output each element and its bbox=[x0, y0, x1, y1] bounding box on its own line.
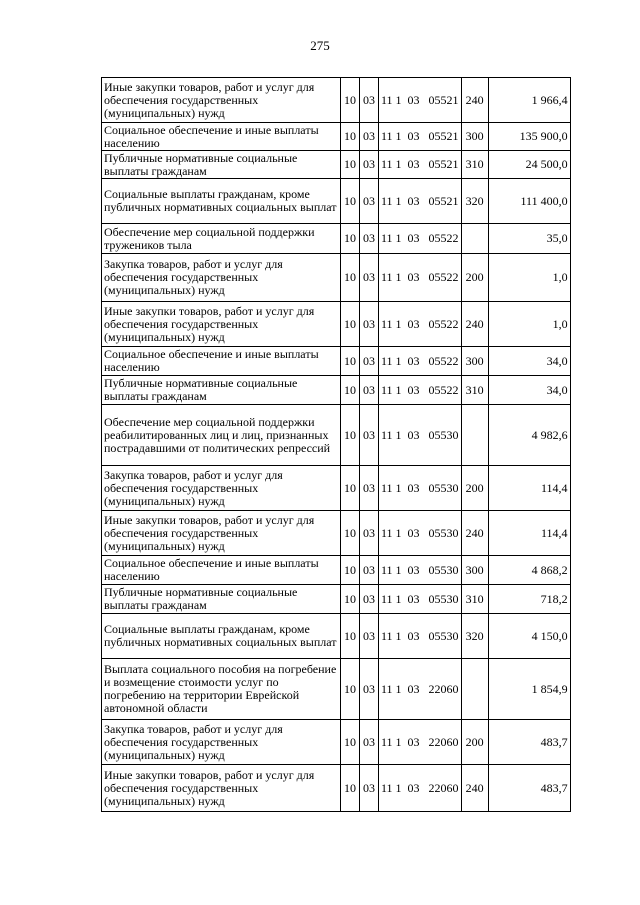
amount: 35,0 bbox=[488, 224, 570, 254]
amount: 114,4 bbox=[488, 511, 570, 556]
target-article-code: 11 1 03 05530 bbox=[379, 556, 462, 585]
table-row bbox=[102, 511, 571, 556]
table-row bbox=[102, 405, 571, 466]
amount: 1 966,4 bbox=[488, 78, 570, 123]
amount: 1 854,9 bbox=[488, 659, 570, 720]
section-code: 10 bbox=[341, 376, 360, 405]
item-name: Иные закупки товаров, работ и услуг для обеспечения государственных (муниципальных) нужд bbox=[102, 302, 341, 347]
subsection-code: 03 bbox=[360, 466, 379, 511]
section-code: 10 bbox=[341, 302, 360, 347]
target-article-code: 11 1 03 05530 bbox=[379, 511, 462, 556]
table-row bbox=[102, 466, 571, 511]
subsection-code: 03 bbox=[360, 123, 379, 151]
section-code: 10 bbox=[341, 556, 360, 585]
item-name: Публичные нормативные социальные выплаты гражданам bbox=[102, 151, 341, 179]
table-row bbox=[102, 179, 571, 224]
amount: 24 500,0 bbox=[488, 151, 570, 179]
expense-type-code: 240 bbox=[461, 765, 488, 812]
item-name: Иные закупки товаров, работ и услуг для обеспечения государственных (муниципальных) нужд bbox=[102, 78, 341, 123]
amount: 135 900,0 bbox=[488, 123, 570, 151]
expense-type-code: 310 bbox=[461, 585, 488, 614]
target-article-code: 11 1 03 05530 bbox=[379, 614, 462, 659]
target-article-code: 11 1 03 22060 bbox=[379, 720, 462, 765]
target-article-code: 11 1 03 22060 bbox=[379, 765, 462, 812]
amount: 483,7 bbox=[488, 765, 570, 812]
item-name: Социальные выплаты гражданам, кроме публичных нормативных социальных выплат bbox=[102, 179, 341, 224]
subsection-code: 03 bbox=[360, 179, 379, 224]
subsection-code: 03 bbox=[360, 556, 379, 585]
expense-type-code bbox=[461, 405, 488, 466]
target-article-code: 11 1 03 05530 bbox=[379, 405, 462, 466]
section-code: 10 bbox=[341, 179, 360, 224]
target-article-code: 11 1 03 05522 bbox=[379, 224, 462, 254]
subsection-code: 03 bbox=[360, 614, 379, 659]
expense-type-code: 240 bbox=[461, 78, 488, 123]
amount: 4 150,0 bbox=[488, 614, 570, 659]
expense-type-code: 310 bbox=[461, 376, 488, 405]
target-article-code: 11 1 03 22060 bbox=[379, 659, 462, 720]
subsection-code: 03 bbox=[360, 511, 379, 556]
item-name: Социальное обеспечение и иные выплаты населению bbox=[102, 123, 341, 151]
budget-table bbox=[101, 77, 571, 812]
page-number: 275 bbox=[310, 38, 330, 53]
table-row bbox=[102, 720, 571, 765]
section-code: 10 bbox=[341, 614, 360, 659]
table-row bbox=[102, 585, 571, 614]
subsection-code: 03 bbox=[360, 376, 379, 405]
target-article-code: 11 1 03 05530 bbox=[379, 585, 462, 614]
item-name: Обеспечение мер социальной поддержки тружеников тыла bbox=[102, 224, 341, 254]
table-row bbox=[102, 302, 571, 347]
expense-type-code: 310 bbox=[461, 151, 488, 179]
amount: 4 868,2 bbox=[488, 556, 570, 585]
target-article-code: 11 1 03 05521 bbox=[379, 78, 462, 123]
expense-type-code: 200 bbox=[461, 254, 488, 302]
subsection-code: 03 bbox=[360, 254, 379, 302]
target-article-code: 11 1 03 05522 bbox=[379, 254, 462, 302]
amount: 1,0 bbox=[488, 302, 570, 347]
amount: 34,0 bbox=[488, 376, 570, 405]
amount: 1,0 bbox=[488, 254, 570, 302]
expense-type-code: 300 bbox=[461, 556, 488, 585]
amount: 718,2 bbox=[488, 585, 570, 614]
subsection-code: 03 bbox=[360, 765, 379, 812]
table-row bbox=[102, 254, 571, 302]
expense-type-code: 300 bbox=[461, 123, 488, 151]
amount: 114,4 bbox=[488, 466, 570, 511]
expense-type-code: 200 bbox=[461, 466, 488, 511]
expense-type-code bbox=[461, 659, 488, 720]
item-name: Иные закупки товаров, работ и услуг для обеспечения государственных (муниципальных) нужд bbox=[102, 765, 341, 812]
budget-table-body bbox=[102, 78, 571, 812]
subsection-code: 03 bbox=[360, 151, 379, 179]
subsection-code: 03 bbox=[360, 347, 379, 376]
item-name: Социальные выплаты гражданам, кроме публичных нормативных социальных выплат bbox=[102, 614, 341, 659]
amount: 483,7 bbox=[488, 720, 570, 765]
table-row bbox=[102, 765, 571, 812]
table-row bbox=[102, 78, 571, 123]
table-row bbox=[102, 659, 571, 720]
amount: 4 982,6 bbox=[488, 405, 570, 466]
item-name: Социальное обеспечение и иные выплаты населению bbox=[102, 347, 341, 376]
amount: 34,0 bbox=[488, 347, 570, 376]
table-row bbox=[102, 151, 571, 179]
expense-type-code: 320 bbox=[461, 614, 488, 659]
section-code: 10 bbox=[341, 224, 360, 254]
item-name: Иные закупки товаров, работ и услуг для обеспечения государственных (муниципальных) нужд bbox=[102, 511, 341, 556]
table-row bbox=[102, 123, 571, 151]
amount: 111 400,0 bbox=[488, 179, 570, 224]
target-article-code: 11 1 03 05522 bbox=[379, 347, 462, 376]
table-row bbox=[102, 376, 571, 405]
section-code: 10 bbox=[341, 347, 360, 376]
expense-type-code: 240 bbox=[461, 511, 488, 556]
section-code: 10 bbox=[341, 123, 360, 151]
table-row bbox=[102, 614, 571, 659]
expense-type-code: 320 bbox=[461, 179, 488, 224]
subsection-code: 03 bbox=[360, 659, 379, 720]
subsection-code: 03 bbox=[360, 78, 379, 123]
item-name: Обеспечение мер социальной поддержки реабилитированных лиц и лиц, признанных пострадавшими от политических репрессий bbox=[102, 405, 341, 466]
target-article-code: 11 1 03 05522 bbox=[379, 376, 462, 405]
table-row bbox=[102, 347, 571, 376]
item-name: Закупка товаров, работ и услуг для обеспечения государственных (муниципальных) нужд bbox=[102, 720, 341, 765]
item-name: Закупка товаров, работ и услуг для обеспечения государственных (муниципальных) нужд bbox=[102, 466, 341, 511]
table-row bbox=[102, 556, 571, 585]
subsection-code: 03 bbox=[360, 585, 379, 614]
section-code: 10 bbox=[341, 78, 360, 123]
expense-type-code: 200 bbox=[461, 720, 488, 765]
section-code: 10 bbox=[341, 720, 360, 765]
item-name: Социальное обеспечение и иные выплаты населению bbox=[102, 556, 341, 585]
table-row bbox=[102, 224, 571, 254]
target-article-code: 11 1 03 05521 bbox=[379, 179, 462, 224]
expense-type-code: 300 bbox=[461, 347, 488, 376]
expense-type-code: 240 bbox=[461, 302, 488, 347]
target-article-code: 11 1 03 05530 bbox=[379, 466, 462, 511]
section-code: 10 bbox=[341, 659, 360, 720]
subsection-code: 03 bbox=[360, 405, 379, 466]
target-article-code: 11 1 03 05521 bbox=[379, 151, 462, 179]
target-article-code: 11 1 03 05521 bbox=[379, 123, 462, 151]
section-code: 10 bbox=[341, 585, 360, 614]
expense-type-code bbox=[461, 224, 488, 254]
section-code: 10 bbox=[341, 511, 360, 556]
section-code: 10 bbox=[341, 254, 360, 302]
section-code: 10 bbox=[341, 466, 360, 511]
item-name: Закупка товаров, работ и услуг для обеспечения государственных (муниципальных) нужд bbox=[102, 254, 341, 302]
item-name: Выплата социального пособия на погребение и возмещение стоимости услуг по погребению на территории Еврейской автономной области bbox=[102, 659, 341, 720]
section-code: 10 bbox=[341, 405, 360, 466]
item-name: Публичные нормативные социальные выплаты гражданам bbox=[102, 585, 341, 614]
target-article-code: 11 1 03 05522 bbox=[379, 302, 462, 347]
subsection-code: 03 bbox=[360, 720, 379, 765]
item-name: Публичные нормативные социальные выплаты гражданам bbox=[102, 376, 341, 405]
subsection-code: 03 bbox=[360, 302, 379, 347]
section-code: 10 bbox=[341, 151, 360, 179]
subsection-code: 03 bbox=[360, 224, 379, 254]
section-code: 10 bbox=[341, 765, 360, 812]
